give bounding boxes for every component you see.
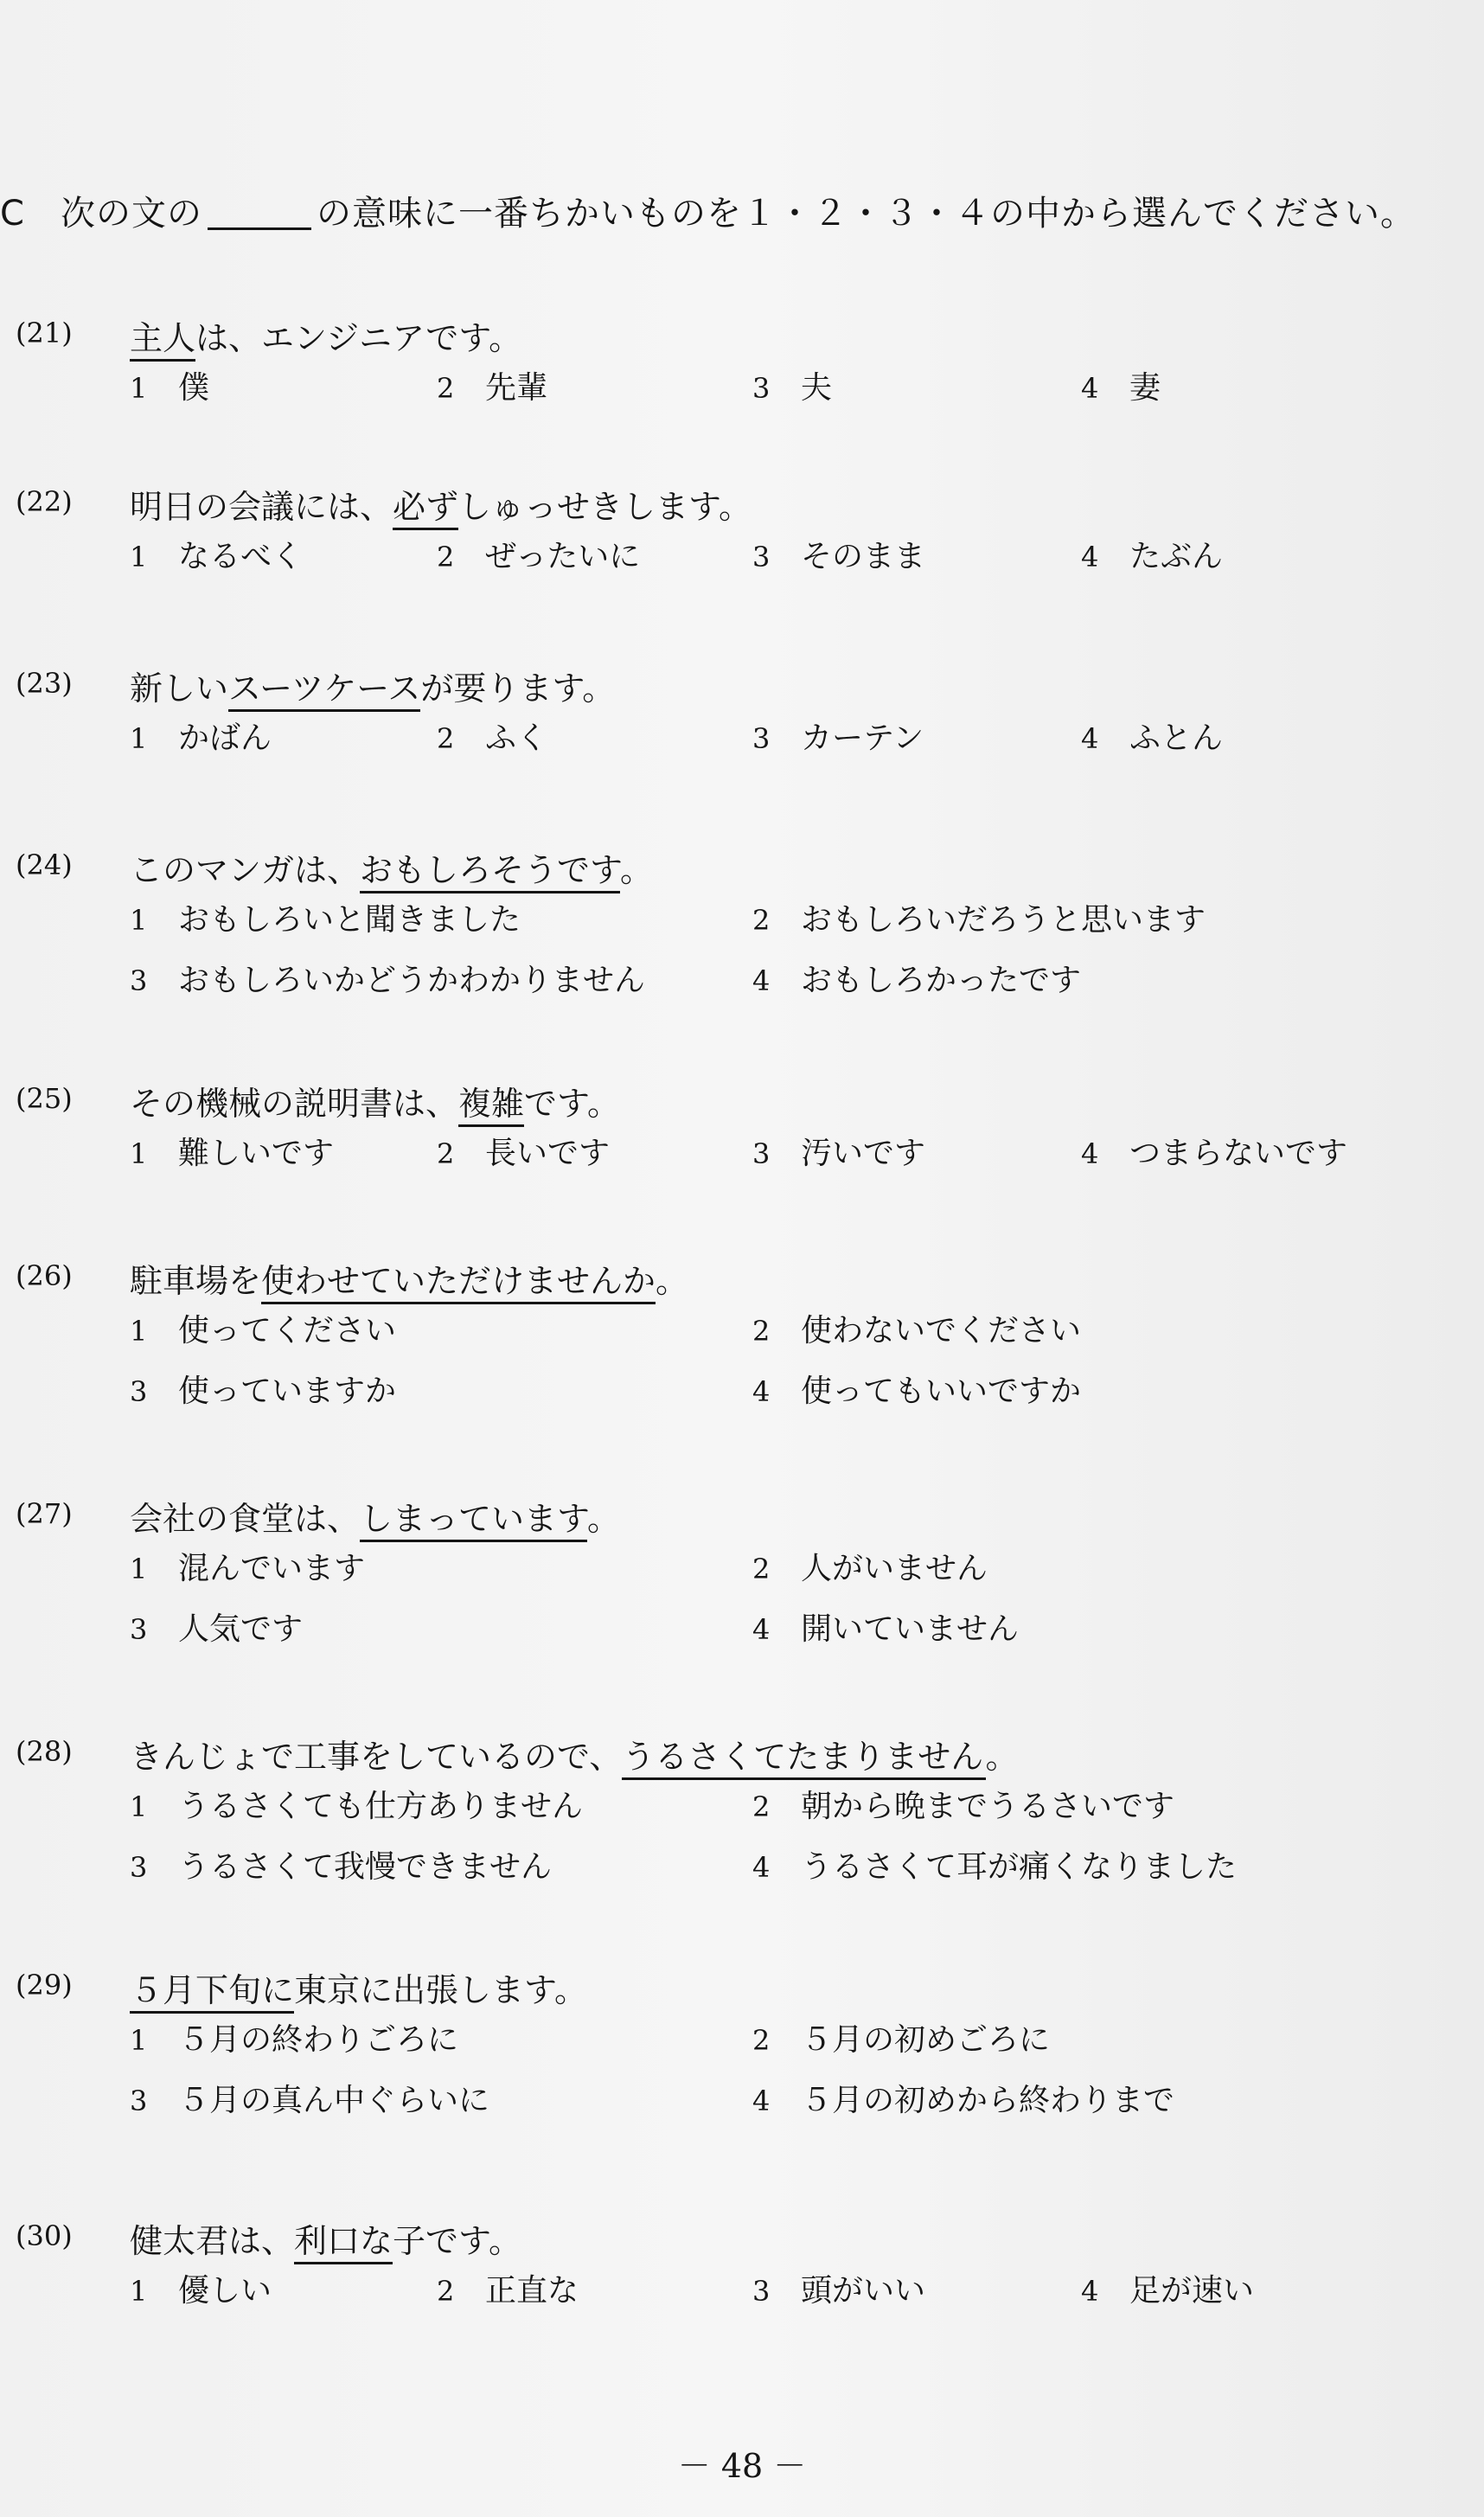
question-row bbox=[0, 1492, 1484, 1544]
option-number: 4 bbox=[752, 1613, 771, 1646]
option-number: 2 bbox=[752, 1315, 771, 1348]
option-number: 3 bbox=[130, 1851, 148, 1884]
option-text: 人気です bbox=[178, 1611, 304, 1647]
question-stem bbox=[130, 1492, 620, 1540]
option-text: 先輩 bbox=[485, 370, 548, 406]
stem-text: 健太君は、 bbox=[130, 2222, 295, 2260]
question-row bbox=[0, 1077, 1484, 1129]
stem-text: 会社の食堂は、 bbox=[130, 1500, 361, 1538]
option-number: 2 bbox=[437, 722, 455, 755]
option-number: 3 bbox=[752, 372, 771, 405]
question-number: (27) bbox=[16, 1497, 73, 1530]
option-text: カーテン bbox=[801, 721, 924, 756]
option-text: そのまま bbox=[801, 539, 926, 574]
stem-text: 子です。 bbox=[393, 2222, 521, 2260]
stem-text: が要ります。 bbox=[420, 669, 616, 708]
question-number: (25) bbox=[16, 1082, 73, 1115]
answer-options bbox=[0, 532, 1484, 592]
answer-option bbox=[752, 363, 832, 407]
question-number: (29) bbox=[16, 1969, 73, 2001]
answer-option bbox=[437, 363, 547, 407]
option-number: 3 bbox=[752, 722, 771, 755]
option-text: ぜったいに bbox=[485, 539, 641, 574]
stem-text: きんじょで工事をしているので、 bbox=[130, 1738, 623, 1776]
answer-option bbox=[130, 1544, 365, 1588]
option-text: 使ってもいいですか bbox=[801, 1374, 1082, 1409]
option-text: 難しいです bbox=[178, 1136, 335, 1171]
option-text: かばん bbox=[178, 721, 272, 756]
underlined-phrase: 必ず bbox=[393, 488, 458, 530]
answer-option bbox=[752, 714, 924, 758]
answer-option bbox=[752, 1367, 1081, 1411]
option-text: 使っていますか bbox=[178, 1374, 397, 1409]
answer-option bbox=[437, 1129, 610, 1173]
option-number: 1 bbox=[130, 1315, 148, 1348]
stem-text: は、エンジニアです。 bbox=[195, 319, 522, 357]
underlined-phrase: 複雑 bbox=[458, 1085, 524, 1127]
option-text: うるさくて耳が痛くなりました bbox=[801, 1849, 1238, 1885]
option-number: 1 bbox=[130, 1137, 148, 1170]
stem-text: 東京に出張します。 bbox=[294, 1971, 587, 2009]
question-row bbox=[0, 480, 1484, 532]
option-text: おもしろかったです bbox=[801, 963, 1082, 998]
answer-option bbox=[130, 1604, 303, 1649]
question-stem bbox=[130, 1730, 1019, 1777]
question-item bbox=[0, 662, 1484, 774]
underlined-phrase: 利口な bbox=[294, 2222, 393, 2264]
question-stem bbox=[130, 1963, 587, 2011]
answer-option bbox=[752, 2076, 1174, 2120]
stem-text: です。 bbox=[524, 1085, 620, 1123]
option-number: 4 bbox=[752, 1851, 771, 1884]
answer-option bbox=[130, 895, 521, 939]
answer-option bbox=[130, 1367, 396, 1411]
answer-option bbox=[1081, 363, 1161, 407]
question-stem bbox=[130, 1254, 688, 1302]
answer-option bbox=[130, 1129, 334, 1173]
option-number: 4 bbox=[1081, 2275, 1099, 2308]
stem-text: 駐車場を bbox=[130, 1262, 262, 1300]
question-stem bbox=[130, 662, 615, 709]
section-label: C bbox=[0, 194, 25, 234]
option-text: うるさくても仕方ありません bbox=[178, 1789, 584, 1824]
option-text: ふく bbox=[485, 721, 548, 756]
option-text: うるさくて我慢できません bbox=[178, 1849, 553, 1885]
option-text: 僕 bbox=[178, 370, 210, 406]
option-number: 2 bbox=[437, 2275, 455, 2308]
option-number: 4 bbox=[752, 1375, 771, 1408]
answer-option bbox=[130, 532, 303, 576]
option-number: 1 bbox=[130, 904, 148, 937]
question-item bbox=[0, 1492, 1484, 1665]
answer-option bbox=[130, 956, 645, 1000]
option-number: 3 bbox=[752, 1137, 771, 1170]
stem-text: 。 bbox=[656, 1262, 689, 1300]
answer-option bbox=[1081, 2266, 1254, 2310]
option-number: 3 bbox=[752, 541, 771, 573]
stem-text: 。 bbox=[586, 1500, 620, 1538]
underlined-phrase: 使わせていただけませんか bbox=[261, 1262, 656, 1304]
option-text: 開いていません bbox=[801, 1611, 1020, 1647]
answer-option bbox=[752, 1782, 1174, 1826]
option-text: 人がいません bbox=[801, 1551, 988, 1586]
answer-option bbox=[130, 714, 272, 758]
question-item bbox=[0, 1254, 1484, 1427]
option-text: なるべく bbox=[178, 539, 304, 574]
underlined-phrase: しまっています bbox=[360, 1500, 587, 1542]
option-number: 2 bbox=[437, 372, 455, 405]
question-item bbox=[0, 480, 1484, 592]
question-stem bbox=[130, 311, 521, 359]
answer-options bbox=[0, 1544, 1484, 1665]
stem-text: その機械の説明書は、 bbox=[130, 1085, 459, 1123]
answer-option bbox=[752, 1842, 1237, 1886]
underlined-phrase: スーツケース bbox=[228, 669, 420, 712]
answer-options bbox=[0, 714, 1484, 774]
answer-options bbox=[0, 1782, 1484, 1903]
question-row bbox=[0, 2214, 1484, 2266]
answer-option bbox=[130, 1306, 396, 1350]
answer-option bbox=[752, 895, 1206, 939]
option-text: たぶん bbox=[1129, 539, 1224, 574]
option-number: 3 bbox=[130, 964, 148, 997]
option-text: 頭がいい bbox=[801, 2273, 926, 2309]
option-number: 1 bbox=[130, 722, 148, 755]
answer-option bbox=[130, 2266, 272, 2310]
option-text: ５月の真ん中ぐらいに bbox=[178, 2083, 490, 2118]
option-number: 1 bbox=[130, 372, 148, 405]
question-row bbox=[0, 1254, 1484, 1306]
question-number: (22) bbox=[16, 485, 73, 518]
question-number: (23) bbox=[16, 667, 73, 700]
option-text: おもしろいと聞きました bbox=[178, 902, 521, 938]
question-number: (24) bbox=[16, 849, 73, 881]
question-stem bbox=[130, 480, 752, 528]
answer-option bbox=[752, 956, 1081, 1000]
answer-option bbox=[130, 1782, 583, 1826]
question-row bbox=[0, 843, 1484, 895]
option-text: おもしろいだろうと思います bbox=[801, 902, 1206, 938]
question-stem bbox=[130, 2214, 521, 2262]
underlined-phrase: 主人 bbox=[130, 319, 195, 362]
question-number: (28) bbox=[16, 1735, 73, 1768]
answer-option bbox=[1081, 714, 1223, 758]
answer-options bbox=[0, 2266, 1484, 2327]
answer-option bbox=[752, 1604, 1019, 1649]
question-number: (21) bbox=[16, 317, 73, 349]
answer-option bbox=[752, 532, 925, 576]
option-text: 妻 bbox=[1129, 370, 1161, 406]
question-item bbox=[0, 1077, 1484, 1189]
answer-option bbox=[437, 532, 640, 576]
option-text: つまらないです bbox=[1129, 1136, 1348, 1171]
answer-option bbox=[752, 1129, 925, 1173]
question-item bbox=[0, 311, 1484, 424]
underlined-phrase: うるさくてたまりません bbox=[622, 1738, 985, 1780]
option-number: 2 bbox=[752, 1790, 771, 1823]
option-number: 1 bbox=[130, 2275, 148, 2308]
answer-options bbox=[0, 363, 1484, 424]
answer-option bbox=[752, 1544, 988, 1588]
option-number: 4 bbox=[1081, 1137, 1099, 1170]
section-instruction bbox=[0, 186, 1484, 235]
question-stem bbox=[130, 1077, 620, 1124]
option-text: 混んでいます bbox=[178, 1551, 366, 1586]
option-text: ５月の初めごろに bbox=[801, 2022, 1051, 2058]
option-text: 優しい bbox=[178, 2273, 272, 2309]
option-text: ５月の終わりごろに bbox=[178, 2022, 459, 2058]
option-number: 1 bbox=[130, 1790, 148, 1823]
option-number: 1 bbox=[130, 2024, 148, 2057]
option-number: 2 bbox=[437, 1137, 455, 1170]
answer-option bbox=[130, 2015, 458, 2059]
option-text: 正直な bbox=[485, 2273, 579, 2309]
question-item bbox=[0, 1963, 1484, 2136]
option-number: 1 bbox=[130, 1553, 148, 1585]
underlined-phrase: おもしろそうです bbox=[360, 851, 620, 893]
option-text: 使わないでください bbox=[801, 1313, 1082, 1348]
option-number: 4 bbox=[1081, 722, 1099, 755]
stem-text: 新しい bbox=[130, 669, 229, 708]
answer-option bbox=[130, 363, 209, 407]
page-number: － 48 － bbox=[677, 2447, 807, 2485]
option-text: 夫 bbox=[801, 370, 833, 406]
option-text: 使ってください bbox=[178, 1313, 397, 1348]
answer-option bbox=[437, 2266, 579, 2310]
answer-option bbox=[1081, 532, 1223, 576]
option-number: 2 bbox=[752, 904, 771, 937]
option-number: 4 bbox=[752, 2085, 771, 2117]
option-number: 2 bbox=[752, 1553, 771, 1585]
option-number: 2 bbox=[437, 541, 455, 573]
answer-option bbox=[130, 2076, 489, 2120]
option-text: 長いです bbox=[485, 1136, 611, 1171]
question-number: (30) bbox=[16, 2219, 73, 2252]
answer-option bbox=[1081, 1129, 1347, 1173]
answer-options bbox=[0, 2015, 1484, 2136]
option-text: 足が速い bbox=[1129, 2273, 1255, 2309]
answer-option bbox=[752, 1306, 1081, 1350]
instruction-text-after: の意味に一番ちかいものを１・２・３・４の中から選んでください。 bbox=[317, 194, 1416, 234]
answer-options bbox=[0, 1129, 1484, 1189]
stem-text: このマンガは、 bbox=[130, 851, 361, 889]
question-row bbox=[0, 1963, 1484, 2015]
stem-text: 明日の会議には、 bbox=[130, 488, 393, 526]
question-row bbox=[0, 662, 1484, 714]
option-text: 汚いです bbox=[801, 1136, 926, 1171]
question-row bbox=[0, 1730, 1484, 1782]
option-text: ５月の初めから終わりまで bbox=[801, 2083, 1175, 2118]
answer-option bbox=[752, 2266, 925, 2310]
option-text: 朝から晩までうるさいです bbox=[801, 1789, 1175, 1824]
option-number: 1 bbox=[130, 541, 148, 573]
answer-option bbox=[437, 714, 547, 758]
option-number: 4 bbox=[1081, 372, 1099, 405]
question-item bbox=[0, 843, 1484, 1016]
question-item bbox=[0, 1730, 1484, 1903]
stem-text: 。 bbox=[619, 851, 653, 889]
option-number: 3 bbox=[130, 2085, 148, 2117]
option-number: 3 bbox=[130, 1613, 148, 1646]
option-number: 3 bbox=[130, 1375, 148, 1408]
stem-text: 。 bbox=[985, 1738, 1019, 1776]
instruction-blank bbox=[208, 202, 311, 230]
instruction-text-before: 次の文の bbox=[61, 194, 202, 234]
answer-options bbox=[0, 895, 1484, 1016]
option-number: 4 bbox=[752, 964, 771, 997]
question-item bbox=[0, 2214, 1484, 2327]
question-row bbox=[0, 311, 1484, 363]
answer-options bbox=[0, 1306, 1484, 1427]
option-number: 2 bbox=[752, 2024, 771, 2057]
question-stem bbox=[130, 843, 653, 891]
option-number: 3 bbox=[752, 2275, 771, 2308]
answer-option bbox=[130, 1842, 552, 1886]
option-number: 4 bbox=[1081, 541, 1099, 573]
option-text: おもしろいかどうかわかりません bbox=[178, 963, 646, 998]
underlined-phrase: ５月下旬に bbox=[130, 1971, 294, 2014]
answer-option bbox=[752, 2015, 1050, 2059]
stem-text: しゅっせきします。 bbox=[458, 488, 752, 526]
question-number: (26) bbox=[16, 1259, 73, 1292]
option-text: ふとん bbox=[1129, 721, 1224, 756]
